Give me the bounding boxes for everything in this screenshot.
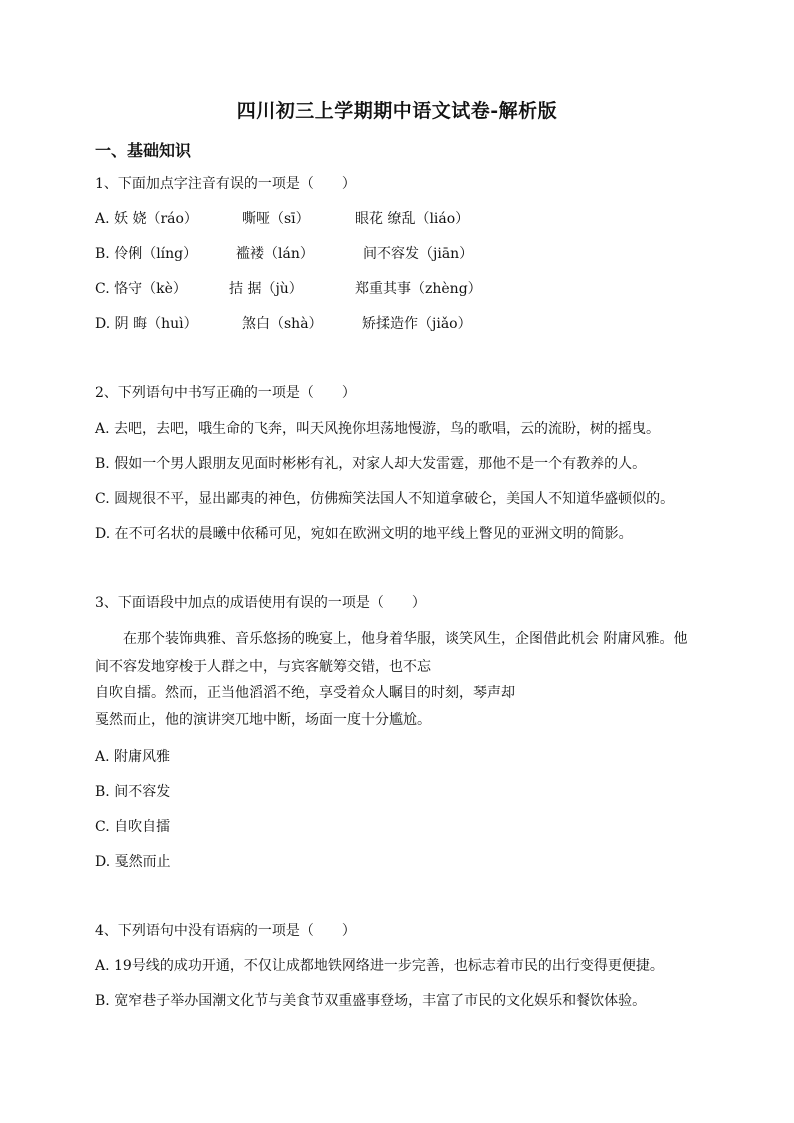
q3-option-b: B. 间不容发 xyxy=(95,784,171,800)
q1-option-d-part-2: 煞白（shà） xyxy=(242,316,323,332)
q3-passage-line-2: 间不容发地穿梭于人群之中，与宾客觥筹交错，也不忘 xyxy=(95,659,431,675)
q3-passage-line-3: 自吹自擂。然而，正当他滔滔不绝，享受着众人瞩目的时刻，琴声却 xyxy=(95,685,515,701)
q3-option-c: C. 自吹自擂 xyxy=(95,819,171,835)
q4-option-a: A. 19号线的成功开通，不仅让成都地铁网络进一步完善，也标志着市民的出行变得更便捷。 xyxy=(95,958,664,974)
q1-option-b xyxy=(0,243,794,263)
q1-option-c-part-3: 郑重其事（zhèng） xyxy=(355,281,482,297)
q1-option-a-part-3: 眼花 缭乱（liáo） xyxy=(355,211,470,227)
q2-option-c: C. 圆规很不平，显出鄙夷的神色，仿佛痴笑法国人不知道拿破仑，美国人不知道华盛顿似的。 xyxy=(95,491,675,507)
q1-option-d xyxy=(0,313,794,333)
q3-passage-line-4: 戛然而止，他的演讲突兀地中断，场面一度十分尴尬。 xyxy=(95,712,431,728)
q4-option-b: B. 宽窄巷子举办国潮文化节与美食节双重盛事登场，丰富了市民的文化娱乐和餐饮体验。 xyxy=(95,993,647,1009)
question-4-stem: 4、下列语句中没有语病的一项是（ ） xyxy=(95,923,356,939)
q2-option-d: D. 在不可名状的晨曦中依稀可见，宛如在欧洲文明的地平线上瞥见的亚洲文明的简影。 xyxy=(95,526,633,542)
q1-option-a-part-2: 嘶哑（sī） xyxy=(242,211,310,227)
q1-option-d-part-3: 矫揉造作（jiǎo） xyxy=(362,316,472,332)
q1-option-c-part-2: 拮 据（jù） xyxy=(229,281,303,297)
q3-option-d: D. 戛然而止 xyxy=(95,854,171,870)
q1-option-d-part-1: D. 阴 晦（huì） xyxy=(95,316,198,332)
q1-option-b-part-2: 褴褛（lán） xyxy=(236,246,314,262)
question-1-stem: 1、下面加点字注音有误的一项是（ ） xyxy=(95,176,356,192)
q3-passage-line-1: 在那个装饰典雅、音乐悠扬的晚宴上，他身着华服，谈笑风生，企图借此机会 附庸风雅。他 xyxy=(123,631,688,647)
q1-option-b-part-3: 间不容发（jiān） xyxy=(363,246,474,262)
q1-option-a xyxy=(0,208,794,228)
question-2-stem: 2、下列语句中书写正确的一项是（ ） xyxy=(95,385,356,401)
q1-option-a-part-1: A. 妖 娆（ráo） xyxy=(95,211,198,227)
q1-option-c-part-1: C. 恪守（kè） xyxy=(95,281,187,297)
question-3-stem: 3、下面语段中加点的成语使用有误的一项是（ ） xyxy=(95,595,426,611)
q2-option-b: B. 假如一个男人跟朋友见面时彬彬有礼，对家人却大发雷霆，那他不是一个有教养的人。 xyxy=(95,456,647,472)
section-heading: 一、基础知识 xyxy=(95,141,192,160)
q1-option-b-part-1: B. 伶俐（líng） xyxy=(95,246,198,262)
page-title: 四川初三上学期期中语文试卷-解析版 xyxy=(236,100,558,122)
q1-option-c xyxy=(0,278,794,298)
q2-option-a: A. 去吧，去吧，哦生命的飞奔，叫天风挽你坦荡地慢游，鸟的歌唱，云的流盼，树的摇曳。 xyxy=(95,421,661,437)
q3-option-a: A. 附庸风雅 xyxy=(95,749,171,765)
